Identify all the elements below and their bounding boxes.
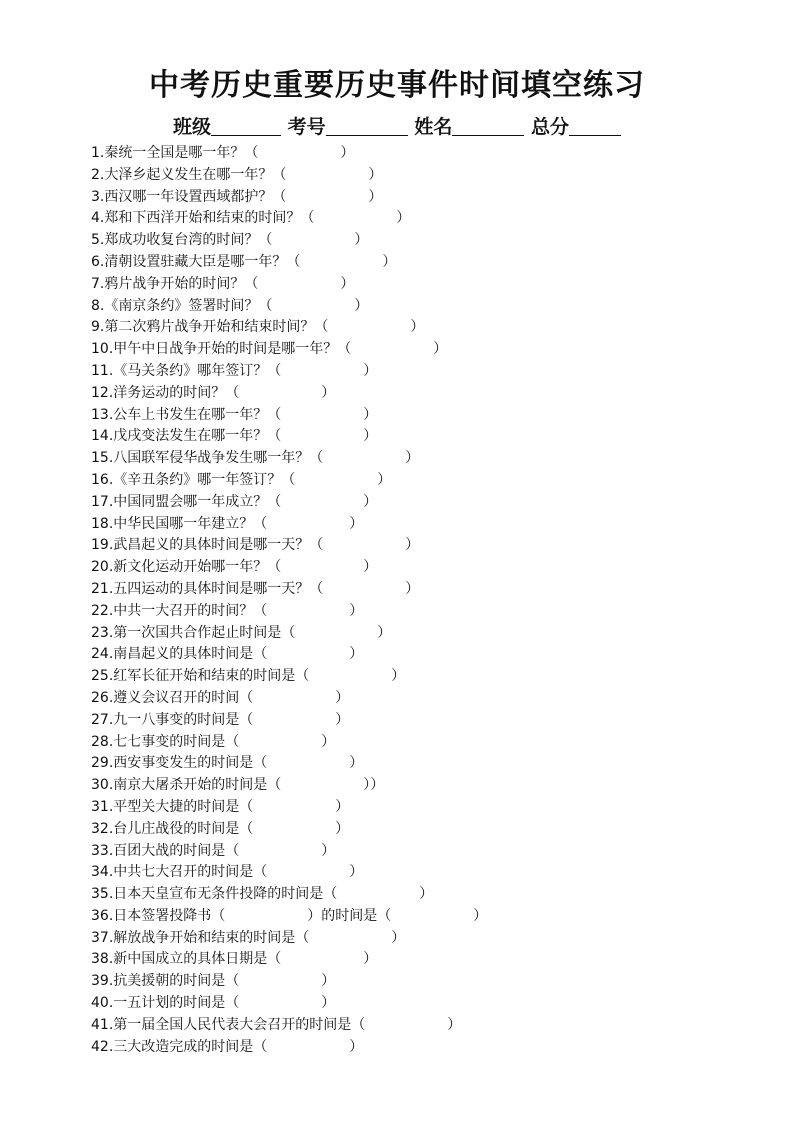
question-text: 28.七七事变的时间是（ [91,733,240,750]
question-close: ） [405,580,420,597]
name-blank[interactable] [452,117,524,136]
question-close: ） [410,319,425,336]
question-close: ） [335,798,350,815]
question-item [91,492,487,514]
question-text: 21.五四运动的具体时间是哪一天？（ [91,580,324,597]
question-item [91,383,487,405]
question-text: 5.郑成功收复台湾的时间？（ [91,232,273,249]
question-text: 39.抗美援朝的时间是（ [91,973,240,990]
question-text: 12.洋务运动的时间？（ [91,384,240,401]
question-close: ） [321,973,336,990]
question-text: 16.《辛丑条约》哪一年签订？（ [91,471,296,488]
question-item [91,426,487,448]
question-item [91,775,487,797]
question-close: ） [354,297,369,314]
question-item [91,732,487,754]
question-close: ） [321,733,336,750]
question-text: 29.西安事变发生的时间是（ [91,755,268,772]
score-blank[interactable] [569,117,621,136]
question-text: 3.西汉哪一年设置西域都护？（ [91,188,287,205]
question-text: 8.《南京条约》签署时间？（ [91,297,273,314]
question-text: 25.红军长征开始和结束的时间是（ [91,668,310,685]
question-item [91,361,487,383]
question-text: 17.中国同盟会哪一年成立？（ [91,493,282,510]
question-item [91,296,487,318]
question-text: 10.甲午中日战争开始的时间是哪一年？（ [91,341,352,358]
class-blank[interactable] [211,117,281,136]
question-item [91,928,487,950]
question-text: 19.武昌起义的具体时间是哪一天？（ [91,537,324,554]
question-item [91,514,487,536]
question-text: 6.清朝设置驻藏大臣是哪一年？（ [91,253,301,270]
question-close: ） [419,886,434,903]
exam-no-label: 考号 [287,116,326,138]
question-item [91,165,487,187]
question-list [91,143,487,1058]
question-close: ） [340,275,355,292]
question-item [91,187,487,209]
question-close: ） [377,624,392,641]
question-text: 26.遵义会议召开的时间（ [91,689,254,706]
question-item [91,906,487,928]
question-text: 7.鸦片战争开始的时间？（ [91,275,259,292]
question-close: ） [377,471,392,488]
class-label: 班级 [173,116,212,138]
question-text: 32.台儿庄战役的时间是（ [91,820,254,837]
question-item [91,884,487,906]
question-close: ） [349,602,364,619]
question-close: ） [433,341,448,358]
question-close: ） [354,232,369,249]
question-close: ） [363,951,378,968]
question-close: ） [349,646,364,663]
question-text: 38.新中国成立的具体日期是（ [91,951,282,968]
question-item [91,819,487,841]
score-label: 总分 [530,116,569,138]
question-text: 35.日本天皇宣布无条件投降的时间是（ [91,886,338,903]
question-close: ） [349,515,364,532]
question-text: 41.第一届全国人民代表大会召开的时间是（ [91,1016,366,1033]
question-text: 18.中华民国哪一年建立？（ [91,515,268,532]
question-item [91,339,487,361]
question-item [91,971,487,993]
question-text: 2.大泽乡起义发生在哪一年？（ [91,166,287,183]
question-text: 24.南昌起义的具体时间是（ [91,646,268,663]
question-item [91,230,487,252]
question-text: 14.戊戌变法发生在哪一年？（ [91,428,282,445]
question-close: ） [473,907,488,924]
question-close: ）的时间是（ [307,907,392,924]
question-text: 13.公车上书发生在哪一年？（ [91,406,282,423]
question-text: 37.解放战争开始和结束的时间是（ [91,929,310,946]
question-item [91,688,487,710]
question-close: ） [368,188,383,205]
question-text: 36.日本签署投降书（ [91,907,226,924]
question-text: 23.第一次国共合作起止时间是（ [91,624,296,641]
question-item [91,448,487,470]
question-item [91,143,487,165]
question-close: ） [335,820,350,837]
exam-no-blank[interactable] [326,117,408,136]
question-text: 1.秦统一全国是哪一年？（ [91,145,259,161]
question-text: 27.九一八事变的时间是（ [91,711,254,728]
question-close: ） [363,493,378,510]
question-text: 9.第二次鸦片战争开始和结束时间？（ [91,319,329,336]
question-text: 4.郑和下西洋开始和结束的时间？（ [91,210,315,227]
question-close: ） [349,864,364,881]
question-close: ） [335,689,350,706]
question-item [91,623,487,645]
question-item [91,710,487,732]
question-close: ） [363,559,378,576]
question-item [91,405,487,427]
question-close: ） [363,428,378,445]
question-close: ） [363,362,378,379]
question-close: ） [391,668,406,685]
question-text: 20.新文化运动开始哪一年？（ [91,559,282,576]
question-item [91,993,487,1015]
question-close: ） [349,1038,364,1055]
question-close: ） [335,711,350,728]
question-item [91,601,487,623]
question-item [91,317,487,339]
question-close: ） [363,406,378,423]
question-close: ） [321,384,336,401]
question-text: 31.平型关大捷的时间是（ [91,798,254,815]
question-item [91,797,487,819]
question-item [91,252,487,274]
question-close: ） [340,145,355,161]
question-item [91,949,487,971]
question-item [91,644,487,666]
question-text: 15.八国联军侵华战争发生哪一年？（ [91,450,324,467]
page-title: 中考历史重要历史事件时间填空练习 [149,68,645,103]
question-item [91,753,487,775]
question-text: 22.中共一大召开的时间？（ [91,602,268,619]
question-item [91,274,487,296]
question-text: 30.南京大屠杀开始的时间是（ [91,777,282,794]
question-item [91,862,487,884]
question-close: ） [321,842,336,859]
question-item [91,470,487,492]
name-label: 姓名 [414,116,453,138]
question-text: 34.中共七大召开的时间是（ [91,864,268,881]
question-item [91,208,487,230]
question-text: 40.一五计划的时间是（ [91,995,240,1012]
question-close: ） [391,929,406,946]
question-text: 11.《马关条约》哪年签订？（ [91,362,282,379]
question-item [91,1037,487,1059]
question-close: ） [321,995,336,1012]
question-item [91,666,487,688]
question-close: ） [349,755,364,772]
question-text: 42.三大改造完成的时间是（ [91,1038,268,1055]
question-item [91,535,487,557]
question-close: ） [382,253,397,270]
question-close: ） [368,166,383,183]
question-close: ）） [363,777,385,794]
question-close: ） [447,1016,462,1033]
question-text: 33.百团大战的时间是（ [91,842,240,859]
question-item [91,579,487,601]
question-item [91,557,487,579]
question-close: ） [405,450,420,467]
question-item [91,1015,487,1037]
question-item [91,841,487,863]
question-close: ） [396,210,411,227]
student-info-line [0,112,794,139]
question-close: ） [405,537,420,554]
